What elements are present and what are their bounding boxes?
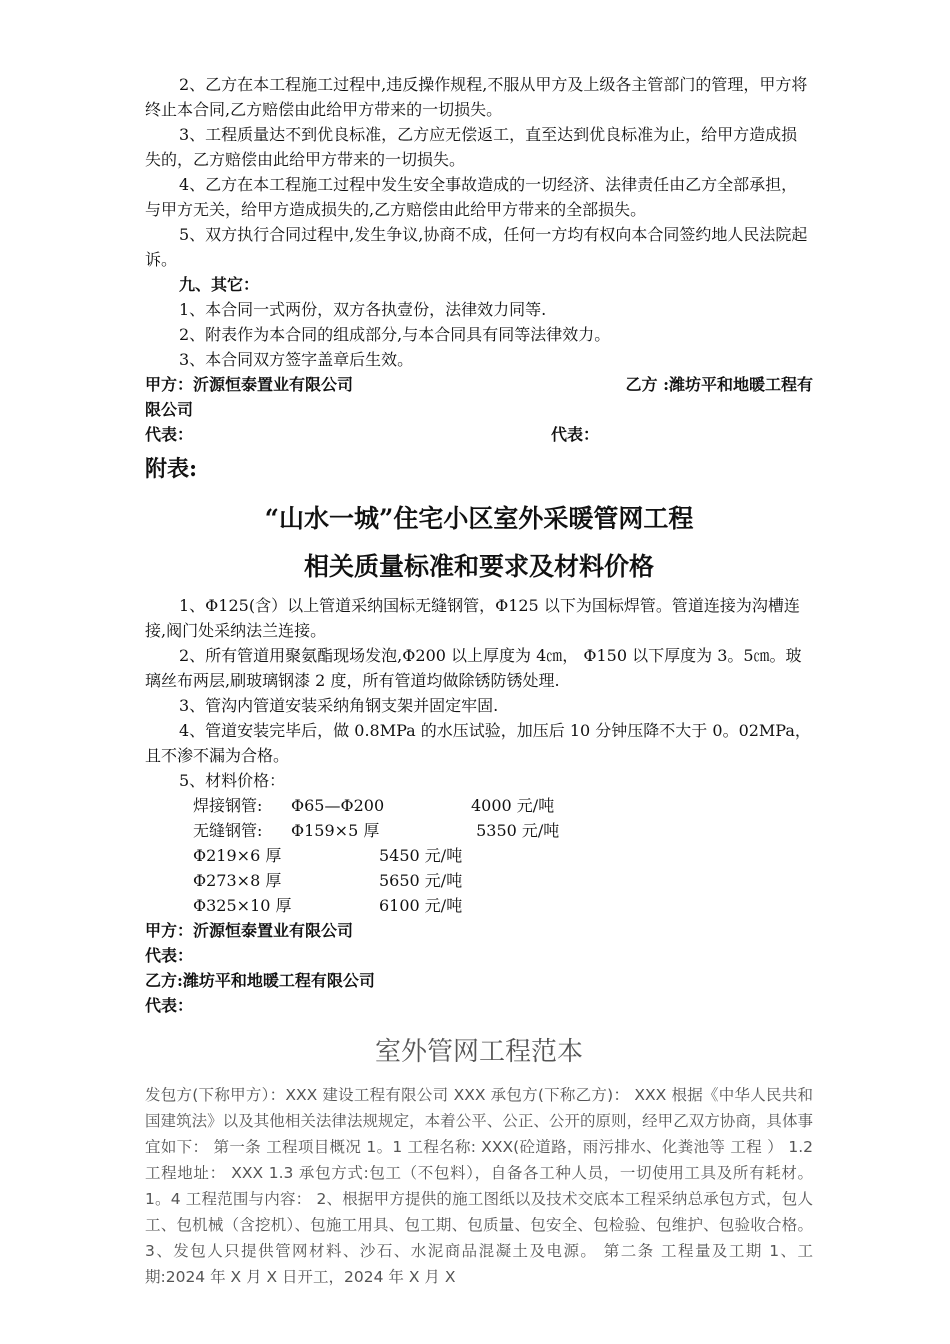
price-row	[145, 818, 813, 843]
others-item-2: 2、附表作为本合同的组成部分,与本合同具有同等法律效力。	[179, 325, 611, 344]
attachment-title-line2: 相关质量标准和要求及材料价格	[303, 552, 654, 581]
standard-item-4: 4、管道安装完毕后，做 0.8MPa 的水压试验，加压后 10 分钟压降不大于 0。02MPa，且不渗不漏为合格。	[145, 721, 811, 765]
material-spec: Φ273×8 厚	[193, 871, 282, 890]
party-b-name: 乙方 :潍坊平和地暖工程有	[625, 375, 813, 394]
price-row	[145, 843, 813, 868]
standard-item-3: 3、管沟内管道安装采纳角钢支架并固定牢固.	[179, 696, 499, 715]
material-price: 5350 元/吨	[471, 821, 560, 840]
clause-4: 4、乙方在本工程施工过程中发生安全事故造成的一切经济、法律责任由乙方全部承担，与甲方无关，给甲方造成损失的,乙方赔偿由此给甲方带来的全部损失。	[145, 175, 798, 219]
material-spec: Φ65—Φ200	[291, 796, 385, 815]
material-price: 4000 元/吨	[471, 796, 555, 815]
bottom-party-b: 乙方:潍坊平和地暖工程有限公司	[145, 971, 375, 990]
attachment-label: 附表:	[145, 456, 198, 482]
sample-title: 室外管网工程范本	[374, 1037, 583, 1067]
attachment-title-line1: “山水一城”住宅小区室外采暖管网工程	[264, 504, 694, 533]
others-heading: 九、其它：	[179, 275, 260, 294]
material-price: 5650 元/吨	[379, 871, 463, 890]
document-page	[145, 72, 813, 1290]
signature-rep-row	[145, 422, 813, 447]
party-b-rep: 代表：	[551, 425, 600, 444]
price-heading: 5、材料价格：	[179, 771, 286, 790]
material-name: 焊接钢管:	[193, 796, 263, 815]
signature-party-row	[145, 372, 813, 397]
bottom-rep-a: 代表：	[145, 946, 194, 965]
party-a-rep: 代表：	[145, 425, 194, 444]
party-a-name: 甲方：沂源恒泰置业有限公司	[145, 375, 354, 394]
material-spec: Φ159×5 厚	[291, 821, 380, 840]
material-spec: Φ219×6 厚	[193, 846, 282, 865]
price-row	[145, 868, 813, 893]
others-item-1: 1、本合同一式两份，双方各执壹份，法律效力同等.	[179, 300, 547, 319]
others-item-3: 3、本合同双方签字盖章后生效。	[179, 350, 414, 369]
material-price: 5450 元/吨	[379, 846, 463, 865]
party-b-name-continued: 限公司	[145, 400, 194, 419]
price-row	[145, 893, 813, 918]
clause-2: 2、乙方在本工程施工过程中,违反操作规程,不服从甲方及上级各主管部门的管理，甲方将终止本合同,乙方赔偿由此给甲方带来的一切损失。	[145, 75, 808, 119]
standard-item-1: 1、Φ125(含）以上管道采纳国标无缝钢管，Φ125 以下为国标焊管。管道连接为沟槽连接,阀门处采纳法兰连接。	[145, 596, 800, 640]
bottom-rep-b: 代表：	[145, 996, 194, 1015]
material-price: 6100 元/吨	[379, 896, 463, 915]
price-row	[145, 793, 813, 818]
material-name: 无缝钢管:	[193, 821, 263, 840]
clause-5: 5、双方执行合同过程中,发生争议,协商不成，任何一方均有权向本合同签约地人民法院起诉。	[145, 225, 808, 269]
standard-item-2: 2、所有管道用聚氨酯现场发泡,Φ200 以上厚度为 4㎝， Φ150 以下厚度为 3。5㎝。玻璃丝布两层,刷玻璃钢漆 2 度，所有管道均做除锈防锈处理.	[145, 646, 802, 690]
sample-body: 发包方(下称甲方）：XXX 建设工程有限公司 XXX 承包方(下称乙方)： XXX 根据《中华人民共和国建筑法》以及其他相关法律法规规定，本着公平、公正、公开的原则，经甲乙双方协商，具体事宜如下： 第一条 工程项目概况 1。1 工程名称: XXX(砼道路，雨污排水、化粪池等 工程 ） 1.2 工程地址： XXX 1.3 承包方式:包工（不包料），自备各工种人员，一切使用工具及所有耗材。 1。4 工程范围与内容： 2、根据甲方提供的施工图纸以及技术交底本工程采纳总承包方式，包人工、包机械（含挖机）、包施工用具、包工期、包质量、包安全、包检验、包维护、包验收合格。 3、发包人只提供管网材料、沙石、水泥商品混凝土及电源。 第二条 工程量及工期 1、工期:2024 年 X 月 X 日开工，2024 年 X 月 X	[145, 1086, 813, 1286]
clause-3: 3、工程质量达不到优良标准，乙方应无偿返工，直至达到优良标准为止，给甲方造成损失的，乙方赔偿由此给甲方带来的一切损失。	[145, 125, 798, 169]
bottom-party-a: 甲方：沂源恒泰置业有限公司	[145, 921, 354, 940]
material-spec: Φ325×10 厚	[193, 896, 292, 915]
